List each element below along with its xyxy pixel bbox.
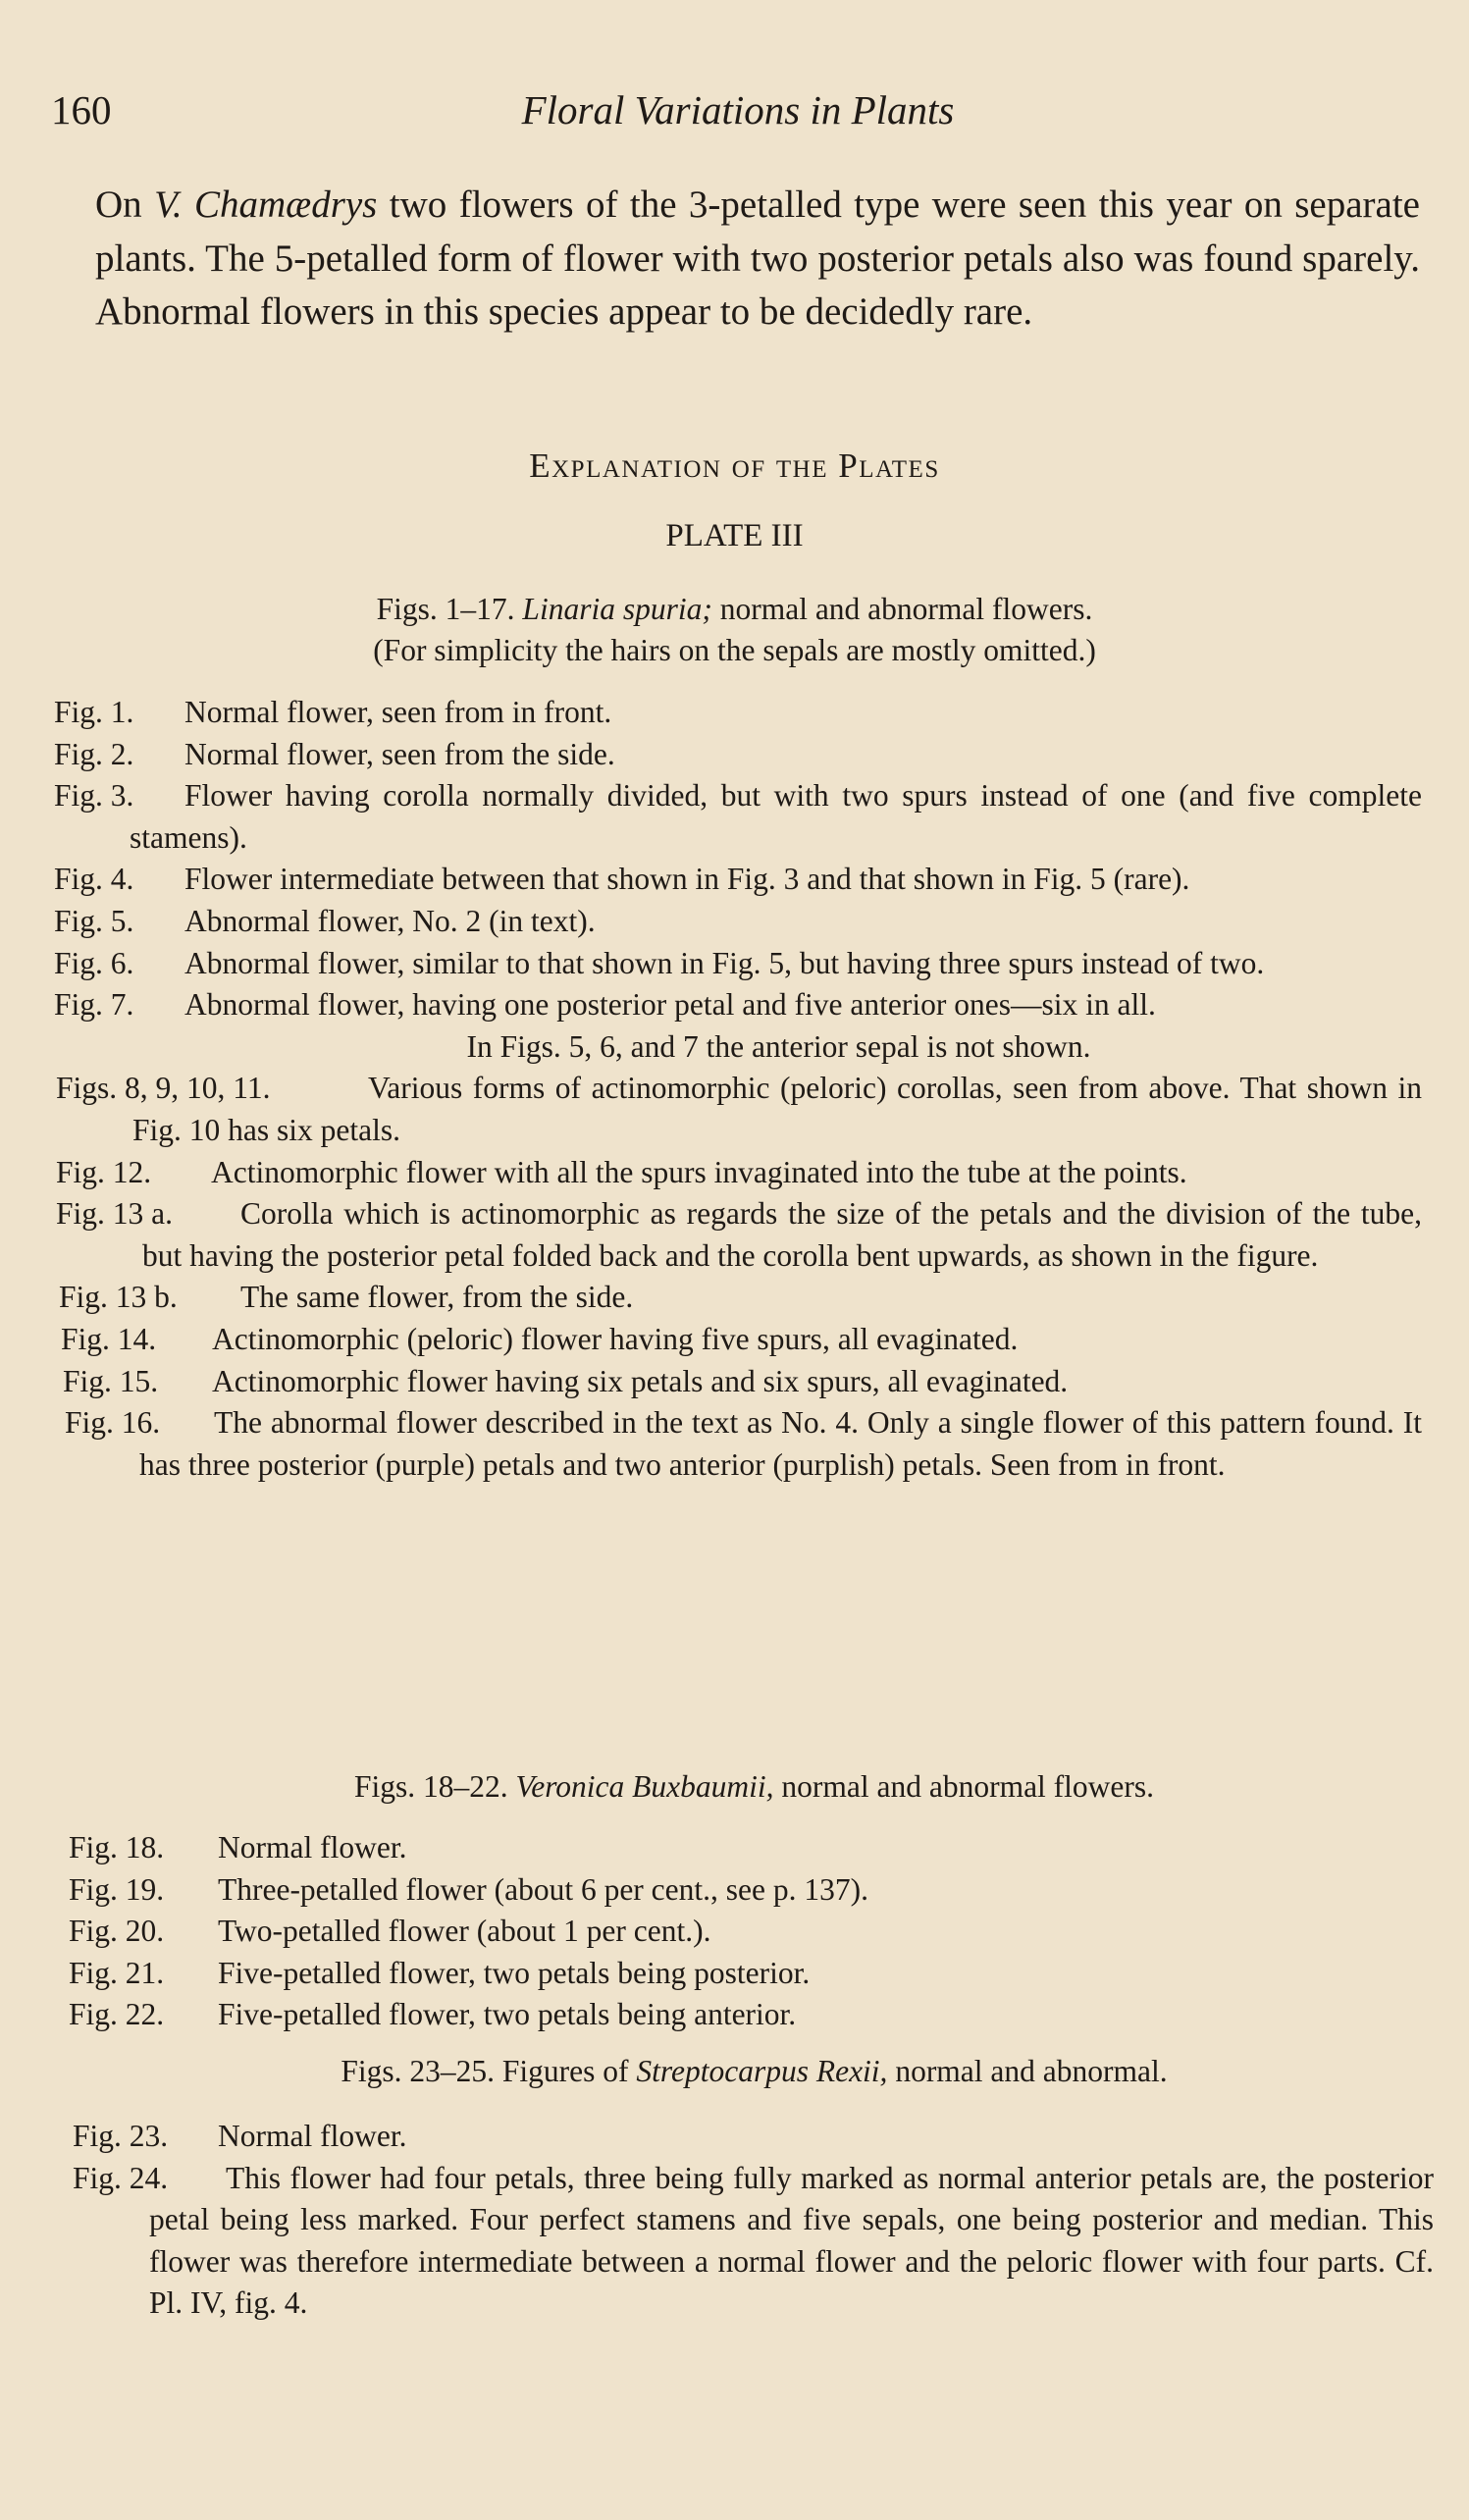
- entry-label: Fig. 5.: [54, 903, 134, 938]
- figure-entry: [0, 859, 1469, 901]
- figure-entry: [0, 1402, 1469, 1486]
- figure-entry: [0, 1953, 1469, 1995]
- entry-text: Actinomorphic (peloric) flower having five spurs, all evaginated.: [212, 1321, 1019, 1356]
- entry-label: Fig. 23.: [73, 2119, 169, 2153]
- figure-entry: [0, 1068, 1469, 1151]
- group1-caption: [0, 589, 1469, 671]
- intro-species: V. Chamædrys: [154, 184, 378, 226]
- figure-entry: [0, 943, 1469, 985]
- entry-label: Fig. 7.: [54, 987, 134, 1023]
- figure-entry: [0, 1827, 1469, 1869]
- group3-caption-species: Streptocarpus Rexii,: [636, 2054, 888, 2088]
- entry-text: Various forms of actinomorphic (peloric) corollas, seen from above. That shown in Fig. 10 has six petals.: [132, 1071, 1422, 1147]
- entry-text: Two-petalled flower (about 1 per cent.).: [218, 1914, 711, 1949]
- group3-caption: [0, 2051, 1469, 2092]
- entry-text: Normal flower, seen from the side.: [184, 736, 615, 771]
- explanation-heading: Explanation of the Plates: [529, 446, 940, 485]
- figure-entry: [0, 901, 1469, 943]
- entry-text: Normal flower.: [218, 1830, 407, 1864]
- entry-text: Five-petalled flower, two petals being anterior.: [218, 1997, 797, 2032]
- group1-caption-pre: Figs. 1–17.: [376, 592, 523, 626]
- entry-label: Fig. 15.: [63, 1363, 159, 1398]
- intro-post: two flowers of the 3-petalled type were seen this year on separate plants. The 5-petalled form of flower with two posterior petals also was found sparely. Abnormal flowers in this species appear to be decidedly rare.: [95, 184, 1420, 333]
- entry-text: Abnormal flower, similar to that shown in Fig. 5, but having three spurs instead of two.: [184, 945, 1265, 980]
- group1-caption-species: Linaria spuria;: [522, 592, 712, 626]
- running-title: Floral Variations in Plants: [521, 87, 955, 132]
- entry-label: Figs. 8, 9, 10, 11.: [56, 1071, 271, 1106]
- entry-label: Fig. 22.: [69, 1997, 165, 2032]
- entry-text: The same flower, from the side.: [240, 1280, 634, 1315]
- figure-entry: [0, 2116, 1469, 2158]
- intro-pre: On: [95, 184, 155, 226]
- entry-label: Fig. 13 b.: [59, 1280, 178, 1315]
- entry-text: Actinomorphic flower having six petals and six spurs, all evaginated.: [212, 1363, 1069, 1398]
- entry-label: Fig. 6.: [54, 945, 134, 980]
- figure-entry: [0, 1319, 1469, 1361]
- figure-entry: [0, 1193, 1469, 1277]
- group1-caption-line2: (For simplicity the hairs on the sepals are mostly omitted.): [373, 633, 1096, 667]
- entry-text: Flower intermediate between that shown in Fig. 3 and that shown in Fig. 5 (rare).: [184, 862, 1190, 897]
- page-header: [51, 86, 1425, 141]
- entry-text: The abnormal flower described in the text as No. 4. Only a single flower of this pattern found. It has three posterior (purple) petals and two anterior (purplish) petals. Seen from in front.: [139, 1405, 1422, 1482]
- entry-text: Five-petalled flower, two petals being posterior.: [218, 1955, 811, 1990]
- figure-entry: [0, 1277, 1469, 1319]
- plate-heading: PLATE III: [665, 518, 804, 553]
- group2-caption-species: Veronica Buxbaumii,: [515, 1769, 774, 1804]
- figure-entry: [0, 1994, 1469, 2036]
- page-number: 160: [51, 87, 112, 132]
- figure-entry: [0, 1869, 1469, 1912]
- entry-label: Fig. 21.: [69, 1955, 165, 1990]
- entry-label: Fig. 1.: [54, 695, 134, 729]
- entry-label: Fig. 13 a.: [56, 1196, 174, 1232]
- entry-text: Abnormal flower, having one posterior petal and five anterior ones—six in all.: [184, 987, 1156, 1023]
- figure-entry: [0, 734, 1469, 776]
- figure-entry: [0, 1152, 1469, 1194]
- entry-label: Fig. 16.: [65, 1405, 161, 1441]
- entry-label: Fig. 24.: [73, 2160, 169, 2195]
- figure-entry: [0, 984, 1469, 1026]
- entry-label: Fig. 3.: [54, 778, 134, 814]
- figure-entry: [0, 1361, 1469, 1403]
- entry-text: This flower had four petals, three being fully marked as normal anterior petals are, the posterior petal being less marked. Four perfect stamens and five sepals, one being posterior and median. This flower was therefore intermediate between a normal flower and the peloric flower with four parts. Cf. Pl. IV, fig. 4.: [149, 2160, 1434, 2321]
- group3-entries: [0, 2116, 1469, 2325]
- entry-label: Fig. 20.: [69, 1914, 165, 1949]
- group3-caption-pre: Figs. 23–25. Figures of: [341, 2054, 637, 2088]
- intro-paragraph: [95, 179, 1420, 340]
- entry-label: Fig. 18.: [69, 1830, 165, 1864]
- entry-label: Fig. 2.: [54, 736, 134, 771]
- entry-label: Fig. 12.: [56, 1154, 152, 1189]
- entry-text: Flower having corolla normally divided, but with two spurs instead of one (and five complete stamens).: [130, 778, 1422, 855]
- entry-text: Abnormal flower, No. 2 (in text).: [184, 903, 596, 938]
- group1-caption-post: normal and abnormal flowers.: [711, 592, 1093, 626]
- group2-caption: [0, 1766, 1469, 1808]
- entry-text: Corolla which is actinomorphic as regards the size of the petals and the division of the tube, but having the posterior petal folded back and the corolla bent upwards, as shown in the figure.: [142, 1196, 1422, 1273]
- group3-caption-post: normal and abnormal.: [887, 2054, 1168, 2088]
- entry-text: Normal flower.: [218, 2119, 407, 2153]
- figure-entry: [0, 2158, 1469, 2325]
- entry-label: Fig. 19.: [69, 1871, 165, 1907]
- entry-label: Fig. 4.: [54, 862, 134, 897]
- group2-caption-pre: Figs. 18–22.: [353, 1769, 516, 1804]
- entry-text: Normal flower, seen from in front.: [184, 695, 612, 729]
- entry-text: Three-petalled flower (about 6 per cent., see p. 137).: [218, 1871, 868, 1907]
- group2-entries: [0, 1827, 1469, 2036]
- entry-label: Fig. 14.: [61, 1321, 157, 1356]
- group2-caption-post: normal and abnormal flowers.: [773, 1769, 1155, 1804]
- figure-entry: [0, 692, 1469, 734]
- figure-entry: [0, 1911, 1469, 1953]
- figure-entry: [0, 775, 1469, 859]
- entry-text: Actinomorphic flower with all the spurs invaginated into the tube at the points.: [211, 1154, 1187, 1189]
- group1-note: In Figs. 5, 6, and 7 the anterior sepal is not shown.: [466, 1028, 1091, 1064]
- group1-entries: [0, 692, 1469, 1486]
